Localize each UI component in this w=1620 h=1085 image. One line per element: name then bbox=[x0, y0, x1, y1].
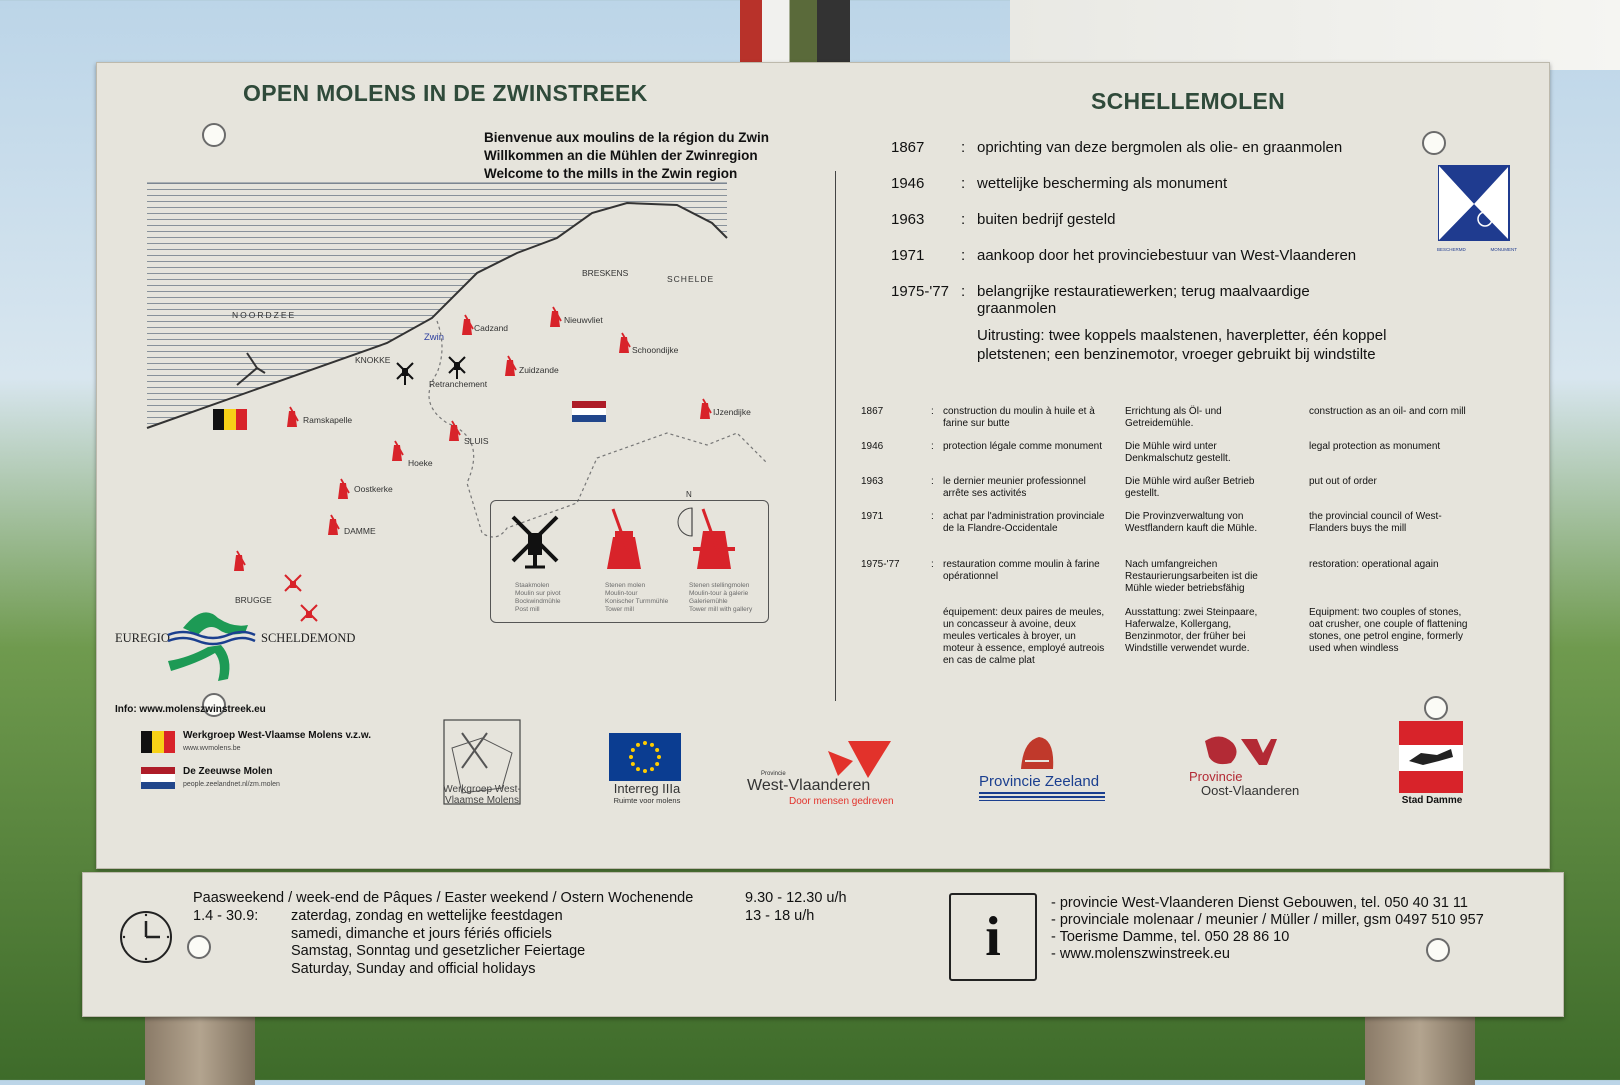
belgian-flag bbox=[141, 731, 175, 753]
post-mill-legend-icon bbox=[505, 509, 565, 569]
map-label-damme: DAMME bbox=[344, 526, 376, 536]
map-label-oostkerke: Oostkerke bbox=[354, 484, 393, 494]
history-multilingual bbox=[861, 406, 1511, 667]
hours-afternoon: 13 - 18 u/h bbox=[745, 908, 815, 924]
map-label-sluis: SLUIS bbox=[464, 436, 489, 446]
equipment-nl: Uitrusting: twee koppels maalstenen, haverpletter, één koppel pletstenen; een benzinemotor, vroeger gebruikt bij windstilte bbox=[977, 327, 1387, 363]
west-vlaanderen-logo-mark bbox=[823, 736, 893, 781]
tower-mill-legend-icon bbox=[599, 507, 649, 571]
eu-star bbox=[657, 755, 661, 759]
history-nl-row: 1971 : aankoop door het provinciebestuur van West-Vlaanderen bbox=[891, 247, 1357, 264]
contact-item: - provinciale molenaar / meunier / Müller / miller, gsm 0497 510 957 bbox=[1051, 912, 1484, 928]
org-wvm-name: Werkgroep West-Vlaamse Molens v.z.w. bbox=[183, 730, 372, 741]
history-multi-row: 1963 : le dernier meunier professionnel arrête ses activités Die Mühle wird außer Betrieb gestellt. put out of order bbox=[861, 476, 1377, 499]
map-label-hoeke: Hoeke bbox=[408, 458, 433, 468]
map-label-schelde: SCHELDE bbox=[667, 274, 715, 284]
eu-flag bbox=[609, 733, 681, 781]
eu-star bbox=[631, 748, 635, 752]
eu-star bbox=[655, 762, 659, 766]
euregio-logo bbox=[163, 603, 258, 683]
ovl-name: Oost-Vlaanderen bbox=[1201, 783, 1300, 798]
map-label-zuidzande: Zuidzande bbox=[519, 365, 559, 375]
gallery-mill-legend-icon bbox=[689, 507, 739, 571]
map-legend bbox=[490, 500, 769, 623]
tower-background bbox=[1010, 0, 1620, 70]
eu-star bbox=[650, 743, 654, 747]
north-label: N bbox=[686, 490, 692, 499]
interreg-subtitle: Ruimte voor molens bbox=[613, 796, 681, 805]
legend-tower-mill: Stenen molen Moulin-tour Konischer Turmmühle Tower mill bbox=[605, 582, 669, 613]
shield-caption: BESCHERMD MONUMENT bbox=[1437, 247, 1517, 252]
dutch-flag bbox=[141, 767, 175, 789]
legend-gallery-mill: Stenen stellingmolen Moulin-tour à galerie Galeriemühle Tower mill with gallery bbox=[689, 582, 753, 613]
info-icon: i bbox=[949, 893, 1037, 981]
eu-star bbox=[636, 767, 640, 771]
eu-star bbox=[650, 767, 654, 771]
left-title: OPEN MOLENS IN DE ZWINSTREEK bbox=[243, 80, 648, 106]
map-label-zwin: Zwin bbox=[424, 332, 445, 343]
history-multi-row: 1946 : protection légale comme monument Die Mühle wird unter Denkmalschutz gestellt. legal protection as monument bbox=[861, 441, 1441, 464]
clock-icon bbox=[118, 909, 174, 965]
map-label-ijzendijke: IJzendijke bbox=[713, 407, 751, 417]
history-multi-row: 1867 : construction du moulin à huile et à farine sur butte Errichtung als Öl- und Getreidemühle. construction as an oil- and corn mill bbox=[861, 406, 1466, 429]
history-nl-row: 1963 : buiten bedrijf gesteld bbox=[891, 211, 1116, 228]
legend-post-mill: Staakmolen Moulin sur pivot Bockwindmühle Post mill bbox=[515, 582, 561, 613]
eu-star bbox=[629, 755, 633, 759]
interreg-label: Interreg IIIa bbox=[613, 781, 681, 796]
belgian-flag-map bbox=[213, 409, 247, 430]
eu-star bbox=[636, 743, 640, 747]
right-title: SCHELLEMOLEN bbox=[1091, 88, 1285, 114]
opening-days: zaterdag, zondag en wettelijke feestdagen samedi, dimanche et jours fériés officiels Samstag, Sonntag und gesetzlicher Feiertage Saturday, Sunday and official holidays bbox=[291, 908, 586, 977]
mill-sail-background bbox=[740, 0, 850, 65]
season-line: Paasweekend / week-end de Pâques / Easter weekend / Ostern Wochenende bbox=[193, 890, 694, 906]
map-label-noordzee: NOORDZEE bbox=[232, 310, 297, 320]
history-multi-row: 1975-'77 : restauration comme moulin à farine opérationnel Nach umfangreichen Restaurierungsarbeiten ist die Mühle wieder betriebsfähig restoration: operational again bbox=[861, 559, 1439, 594]
map-label-brugge: BRUGGE bbox=[235, 595, 272, 605]
euregio-label-left: EUREGIO bbox=[115, 631, 170, 645]
euregio-label-right: SCHELDEMOND bbox=[261, 631, 356, 645]
wvl-name: West-Vlaanderen bbox=[747, 777, 871, 794]
signpost-right bbox=[1365, 1005, 1475, 1085]
org-zm-name: De Zeeuwse Molen bbox=[183, 766, 273, 777]
wvl-province: Provincie bbox=[761, 771, 786, 777]
zeeland-name: Provincie Zeeland bbox=[979, 773, 1100, 790]
column-divider bbox=[835, 171, 836, 701]
eu-star bbox=[643, 741, 647, 745]
org-zm-url: people.zeelandnet.nl/zm.molen bbox=[183, 781, 280, 788]
contact-item: - Toerisme Damme, tel. 050 28 86 10 bbox=[1051, 929, 1290, 945]
map-label-retranchement: Retranchement bbox=[429, 379, 488, 389]
equipment-multilingual: équipement: deux paires de meules, un concasseur à avoine, deux meules verticales à broyer, un moteur à essence, employé autreois en cas de calme plat Ausstattung: zwei Steinpaare, Haferwalze, Kollergang, Benzinmotor, der früher bei Windstille verwendet wurde. Equipment: two couples of stones, oat crusher, one couple of flattening stones, one petrol engine, formerly used when windless bbox=[943, 607, 1468, 666]
stad-damme-label: Stad Damme bbox=[1401, 795, 1463, 806]
org-wvm-url: www.wvmolens.be bbox=[183, 745, 241, 752]
history-nl-row: 1975-'77 : belangrijke restauratiewerken; terug maalvaardige graanmolen bbox=[891, 283, 1310, 317]
season-period: 1.4 - 30.9: bbox=[193, 908, 259, 924]
contact-list bbox=[1051, 895, 1484, 963]
eu-star bbox=[643, 769, 647, 773]
eu-star bbox=[655, 748, 659, 752]
hours-morning: 9.30 - 12.30 u/h bbox=[745, 890, 847, 906]
map-label-knokke: KNOKKE bbox=[355, 355, 391, 365]
zeeland-lion-logo bbox=[1015, 731, 1059, 771]
opening-hours-board bbox=[82, 872, 1564, 1017]
history-nl-row: 1867 : oprichting van deze bergmolen als olie- en graanmolen bbox=[891, 139, 1343, 156]
map-label-breskens: BRESKENS bbox=[582, 268, 629, 278]
zeeland-waves bbox=[979, 792, 1105, 801]
contact-item: - provincie West-Vlaanderen Dienst Gebouwen, tel. 050 40 31 11 bbox=[1051, 895, 1468, 911]
history-nl-row: 1946 : wettelijke bescherming als monument bbox=[891, 175, 1228, 192]
history-multi-row: 1971 : achat par l'administration provinciale de la Flandre-Occidentale Die Provinzverwaltung von Westflandern kauft die Mühle. the provincial council of West-Flanders buys the mill bbox=[861, 511, 1442, 534]
wvm-logo-text: Werkgroep West- Vlaamse Molens bbox=[443, 784, 521, 806]
welcome-text: Bienvenue aux moulins de la région du Zwin Willkommen an die Mühlen der Zwinregion Welcome to the mills in the Zwin region bbox=[484, 130, 770, 181]
map-label-schoondijke: Schoondijke bbox=[632, 345, 679, 355]
history-nl bbox=[891, 139, 1391, 319]
stad-damme-shield bbox=[1399, 721, 1463, 793]
oost-vlaanderen-logo-mark bbox=[1201, 733, 1277, 769]
eu-star bbox=[631, 762, 635, 766]
protected-monument-shield bbox=[1437, 164, 1511, 244]
contact-item: - www.molenszwinstreek.eu bbox=[1051, 946, 1230, 962]
ovl-province: Provincie bbox=[1189, 769, 1243, 784]
main-sign-board bbox=[96, 62, 1550, 869]
map-label-nieuwvliet: Nieuwvliet bbox=[564, 315, 603, 325]
map-label-ramskapelle: Ramskapelle bbox=[303, 415, 353, 425]
map-label-cadzand: Cadzand bbox=[474, 323, 509, 333]
signpost-left bbox=[145, 1005, 255, 1085]
info-url: Info: www.molenszwinstreek.eu bbox=[115, 704, 266, 715]
wvl-tagline: Door mensen gedreven bbox=[789, 796, 894, 807]
